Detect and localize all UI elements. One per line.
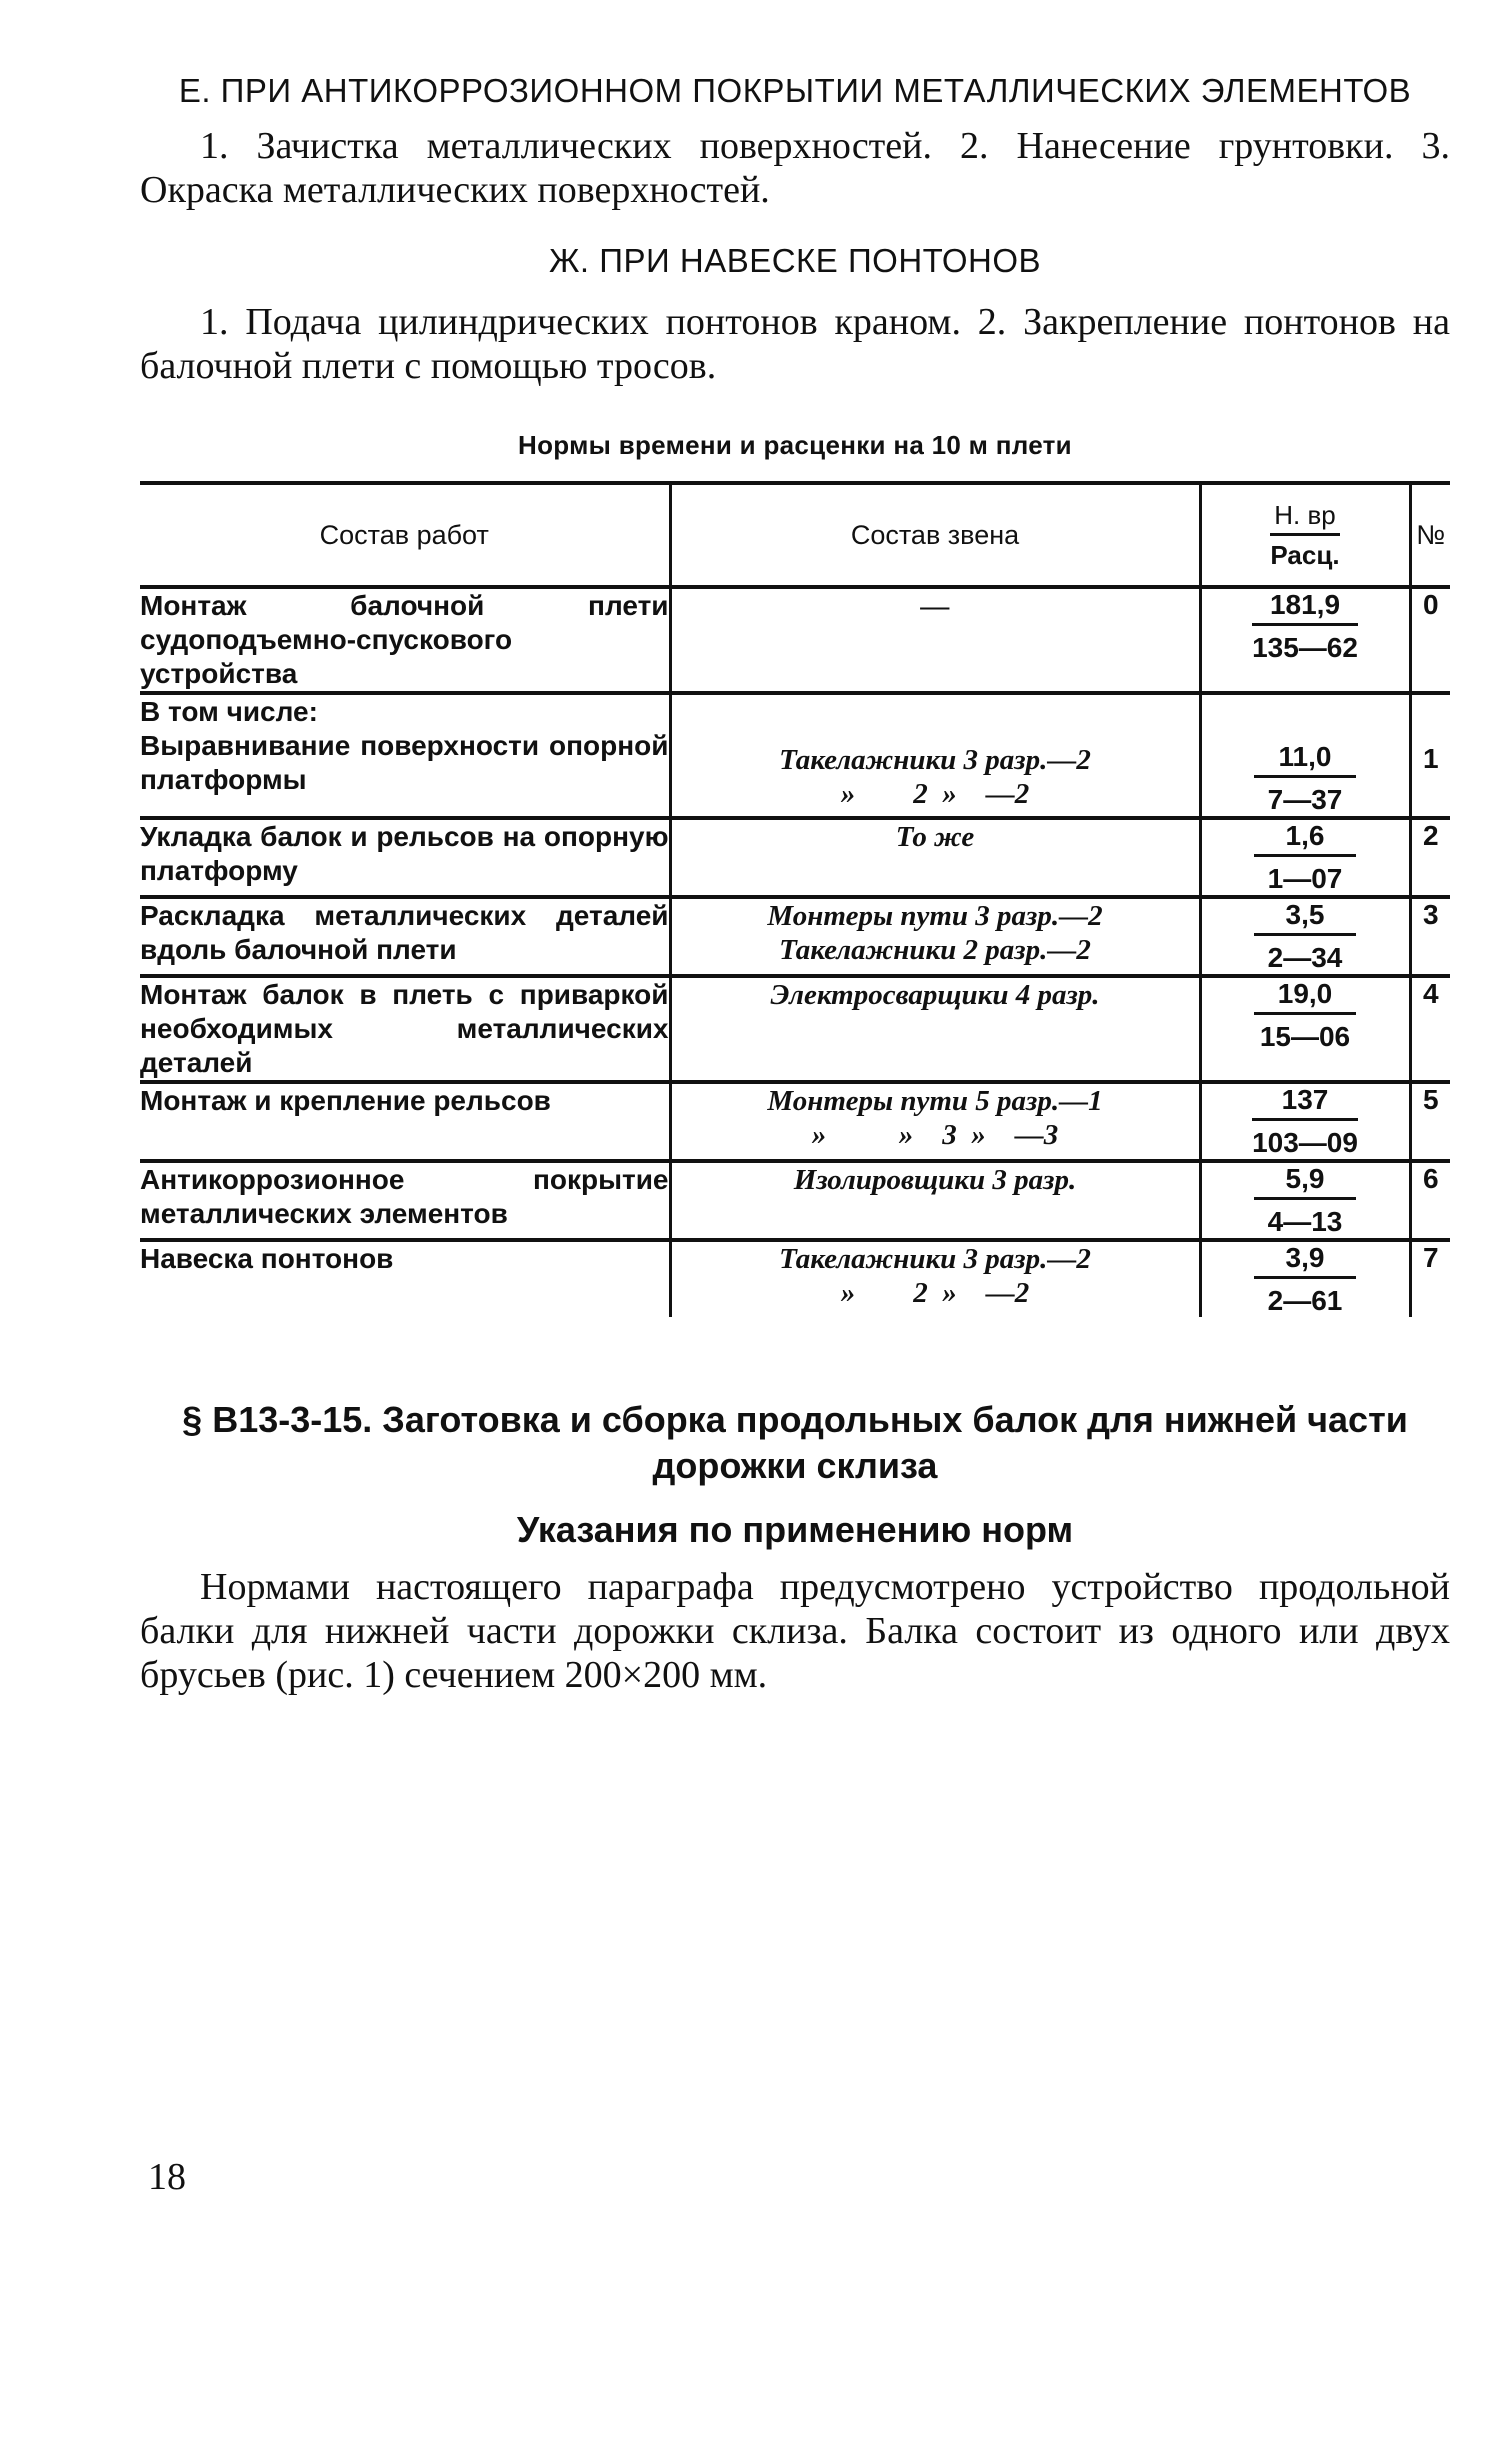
cell-norm-rate bbox=[1200, 693, 1410, 818]
cell-crew bbox=[670, 693, 1200, 818]
header-number: № bbox=[1410, 483, 1450, 587]
cell-number: 5 bbox=[1422, 1084, 1439, 1115]
cell-work bbox=[140, 693, 670, 818]
header-work: Состав работ bbox=[140, 483, 670, 587]
cell-work bbox=[140, 587, 670, 693]
cell-norm-rate bbox=[1200, 1082, 1410, 1161]
cell-number: 4 bbox=[1422, 978, 1439, 1009]
work-text: Навеска понтонов bbox=[140, 1243, 394, 1274]
cell-work bbox=[140, 1161, 670, 1240]
cell-crew bbox=[670, 587, 1200, 693]
table-row bbox=[140, 897, 1450, 976]
norms-table bbox=[140, 481, 1450, 1317]
cell-norm-rate bbox=[1200, 1240, 1410, 1317]
crew-line: Такелажники 2 разр.—2 bbox=[779, 934, 1091, 966]
crew-line: » » 3 » —3 bbox=[811, 1119, 1059, 1151]
crew-line: Монтеры пути 5 разр.—1 bbox=[767, 1085, 1103, 1117]
norm-value: 11,0 bbox=[1254, 741, 1356, 778]
header-norm: Н. вр bbox=[1270, 500, 1339, 536]
header-rate: Расц. bbox=[1270, 539, 1340, 570]
cell-norm-rate bbox=[1200, 1161, 1410, 1240]
cell-work bbox=[140, 976, 670, 1082]
cell-crew bbox=[670, 1240, 1200, 1317]
cell-number: 0 bbox=[1422, 589, 1439, 620]
crew-line: — bbox=[920, 590, 950, 622]
crew-line: » 2 » —2 bbox=[840, 778, 1030, 810]
norm-value: 3,5 bbox=[1254, 899, 1356, 936]
table-row bbox=[140, 587, 1450, 693]
page bbox=[140, 60, 1450, 1697]
work-text: Монтаж балок в плеть с приваркой необходимых металлических деталей bbox=[140, 979, 669, 1078]
cell-number: 6 bbox=[1422, 1163, 1439, 1194]
table-caption: Нормы времени и расценки на 10 м плети bbox=[518, 430, 1072, 460]
section-title: § В13-3-15. Заготовка и сборка продольных балок для нижней части дорожки склиза bbox=[182, 1399, 1408, 1486]
section-e-heading: Е. ПРИ АНТИКОРРОЗИОННОМ ПОКРЫТИИ МЕТАЛЛИЧЕСКИХ ЭЛЕМЕНТОВ bbox=[178, 72, 1412, 109]
work-text: Монтаж и крепление рельсов bbox=[140, 1085, 551, 1116]
rate-value: 7—37 bbox=[1267, 784, 1343, 815]
cell-crew bbox=[670, 1161, 1200, 1240]
cell-crew bbox=[670, 818, 1200, 897]
rate-value: 2—34 bbox=[1267, 942, 1343, 973]
cell-norm-rate bbox=[1200, 818, 1410, 897]
crew-line: Изолировщики 3 разр. bbox=[793, 1164, 1077, 1196]
cell-work bbox=[140, 897, 670, 976]
crew-line: Такелажники 3 разр.—2 bbox=[779, 744, 1091, 776]
rate-value: 4—13 bbox=[1267, 1206, 1343, 1237]
crew-line: Монтеры пути 3 разр.—2 bbox=[767, 900, 1103, 932]
cell-crew bbox=[670, 976, 1200, 1082]
work-prefix: В том числе: bbox=[140, 696, 318, 727]
crew-line: Электросварщики 4 разр. bbox=[770, 979, 1100, 1011]
work-text: Антикоррозионное покрытие металлических элементов bbox=[140, 1164, 669, 1229]
norm-value: 19,0 bbox=[1254, 978, 1356, 1015]
cell-crew bbox=[670, 897, 1200, 976]
norm-value: 137 bbox=[1252, 1084, 1358, 1121]
table-body bbox=[140, 587, 1450, 1317]
section-b-text: Нормами настоящего параграфа предусмотрено устройство продольной балки для нижней части дорожки склиза. Балка состоит из одного или двух брусьев (рис. 1) сечением 200×200 мм. bbox=[140, 1566, 1450, 1696]
norm-value: 1,6 bbox=[1254, 820, 1356, 857]
cell-number: 7 bbox=[1422, 1242, 1439, 1273]
norm-value: 181,9 bbox=[1252, 589, 1358, 626]
rate-value: 15—06 bbox=[1259, 1021, 1351, 1052]
norm-value: 5,9 bbox=[1254, 1163, 1356, 1200]
header-crew: Состав звена bbox=[670, 483, 1200, 587]
section-e-text: 1. Зачистка металлических поверхностей. 2. Нанесение грунтовки. 3. Окраска металлических поверхностей. bbox=[140, 125, 1450, 211]
page-number: 18 bbox=[148, 2156, 186, 2198]
work-text: Укладка балок и рельсов на опорную платформу bbox=[140, 821, 669, 886]
table-row bbox=[140, 976, 1450, 1082]
rate-value: 1—07 bbox=[1267, 863, 1343, 894]
table-row bbox=[140, 1082, 1450, 1161]
section-zh-heading: Ж. ПРИ НАВЕСКЕ ПОНТОНОВ bbox=[548, 242, 1042, 279]
section-subtitle: Указания по применению норм bbox=[516, 1509, 1074, 1550]
cell-norm-rate bbox=[1200, 976, 1410, 1082]
cell-norm-rate bbox=[1200, 587, 1410, 693]
crew-line: То же bbox=[895, 821, 975, 853]
cell-work bbox=[140, 1082, 670, 1161]
cell-number: 2 bbox=[1422, 820, 1439, 851]
rate-value: 103—09 bbox=[1252, 1127, 1358, 1158]
table-row bbox=[140, 1240, 1450, 1317]
cell-number: 3 bbox=[1422, 899, 1439, 930]
cell-work bbox=[140, 818, 670, 897]
work-text: Раскладка металлических деталей вдоль балочной плети bbox=[140, 900, 669, 965]
crew-line: Такелажники 3 разр.—2 bbox=[779, 1243, 1091, 1275]
work-text: Выравнивание поверхности опорной платформы bbox=[140, 730, 669, 795]
cell-crew bbox=[670, 1082, 1200, 1161]
table-header-row bbox=[140, 483, 1450, 587]
rate-value: 2—61 bbox=[1267, 1285, 1343, 1316]
section-zh-text: 1. Подача цилиндрических понтонов краном. 2. Закрепление понтонов на балочной плети с помощью тросов. bbox=[140, 301, 1450, 387]
cell-norm-rate bbox=[1200, 897, 1410, 976]
norm-value: 3,9 bbox=[1254, 1242, 1356, 1279]
header-norm-rate bbox=[1200, 483, 1410, 587]
crew-line: » 2 » —2 bbox=[840, 1277, 1030, 1309]
rate-value: 135—62 bbox=[1252, 632, 1358, 663]
table-row bbox=[140, 818, 1450, 897]
table-row bbox=[140, 693, 1450, 818]
cell-work bbox=[140, 1240, 670, 1317]
work-text: Монтаж балочной плети судоподъемно-спускового устройства bbox=[140, 590, 669, 689]
table-row bbox=[140, 1161, 1450, 1240]
cell-number: 1 bbox=[1422, 743, 1439, 774]
